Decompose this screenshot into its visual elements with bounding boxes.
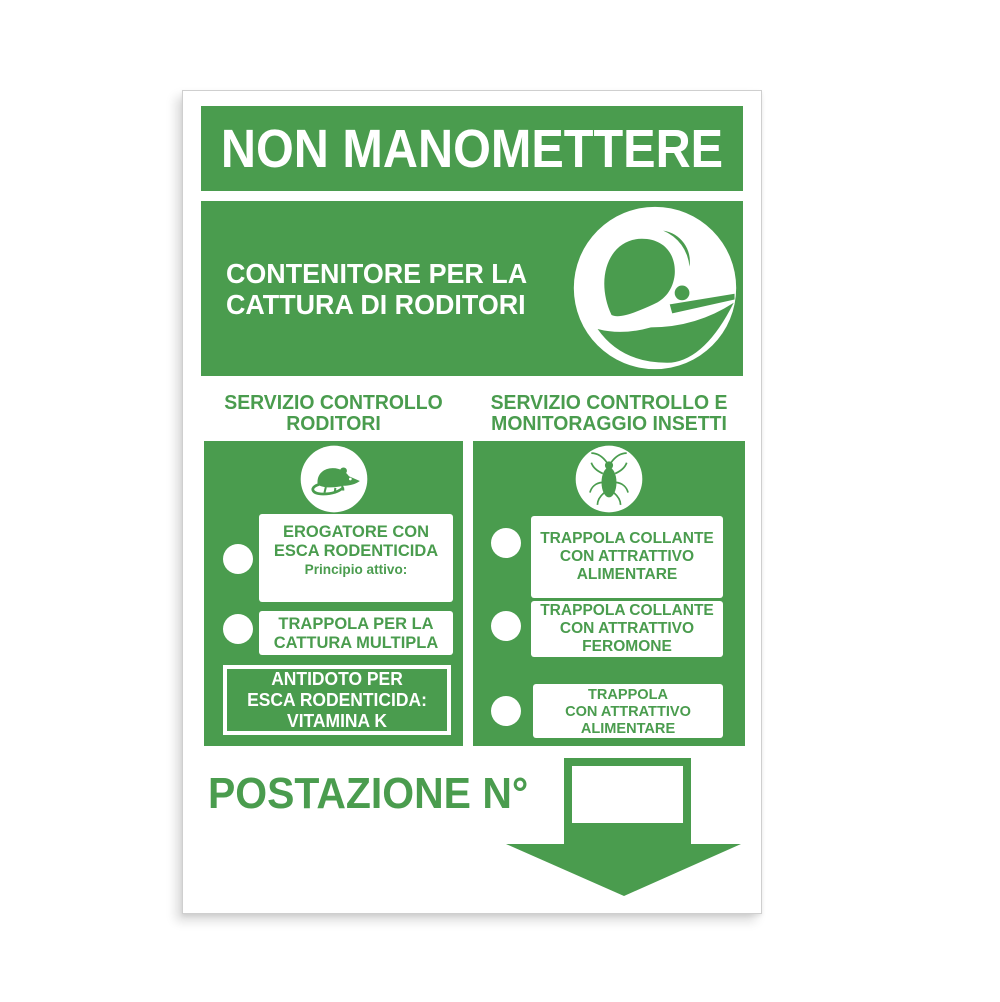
ta-line3: ALIMENTARE xyxy=(580,719,676,737)
erogatore-box xyxy=(259,514,453,602)
erogatore-line1: EROGATORE CON xyxy=(283,522,429,541)
left-header-line1: SERVIZIO CONTROLLO xyxy=(224,392,443,414)
right-header-line1: SERVIZIO CONTROLLO E xyxy=(490,392,728,414)
right-column-header xyxy=(477,393,741,435)
antidote-line1: ANTIDOTO PER xyxy=(271,668,403,689)
insect-panel xyxy=(473,441,745,746)
right-header-line2: MONITORAGGIO INSETTI xyxy=(491,413,727,435)
checkbox-circle xyxy=(223,544,253,574)
trappola-multipla-line2: CATTURA MULTIPLA xyxy=(273,633,439,652)
checkbox-circle xyxy=(491,696,521,726)
banner-title: NON MANOMETTERE xyxy=(220,118,724,179)
banner-non-manomettere xyxy=(201,106,743,191)
trappola-multipla-line1: TRAPPOLA PER LA xyxy=(278,614,434,633)
postazione-label: POSTAZIONE N° xyxy=(208,769,529,818)
tcf-line1: TRAPPOLA COLLANTE xyxy=(540,602,714,619)
tca-line3: ALIMENTARE xyxy=(576,566,678,583)
tcf-line3: FEROMONE xyxy=(582,638,672,655)
container-section-text xyxy=(201,258,527,320)
left-header-line2: RODITORI xyxy=(286,413,381,435)
container-line1: CONTENITORE PER LA xyxy=(225,257,528,289)
checkbox-circle xyxy=(491,528,521,558)
tcf-line2: CON ATTRATTIVO xyxy=(559,620,695,637)
erogatore-line2: ESCA RODENTICIDA xyxy=(273,541,439,560)
checkbox-circle xyxy=(223,614,253,644)
container-section xyxy=(201,201,743,376)
trappola-multipla-box xyxy=(259,611,453,655)
trappola-collante-feromone-box xyxy=(531,601,723,657)
pest-control-sign xyxy=(182,90,762,914)
ta-line1: TRAPPOLA xyxy=(587,685,669,703)
trappola-collante-alimentare-box xyxy=(531,516,723,598)
rodent-panel xyxy=(204,441,463,746)
checkbox-circle xyxy=(491,611,521,641)
left-column-header xyxy=(208,393,459,435)
ta-line2: CON ATTRATTIVO xyxy=(565,702,691,720)
tca-line2: CON ATTRATTIVO xyxy=(559,548,695,565)
antidote-line3: VITAMINA K xyxy=(287,710,387,731)
postazione-number-box xyxy=(572,766,683,823)
cockroach-icon xyxy=(575,445,643,513)
principio-attivo-label: Principio attivo: xyxy=(304,561,408,577)
postazione-arrow xyxy=(504,758,743,898)
trappola-alimentare-box xyxy=(533,684,723,738)
antidote-box xyxy=(223,665,451,735)
tca-line1: TRAPPOLA COLLANTE xyxy=(540,530,714,547)
mouse-head-icon xyxy=(573,206,737,370)
rat-icon xyxy=(300,445,368,513)
antidote-line2: ESCA RODENTICIDA: xyxy=(247,689,427,710)
container-line2: CATTURA DI RODITORI xyxy=(225,288,526,320)
